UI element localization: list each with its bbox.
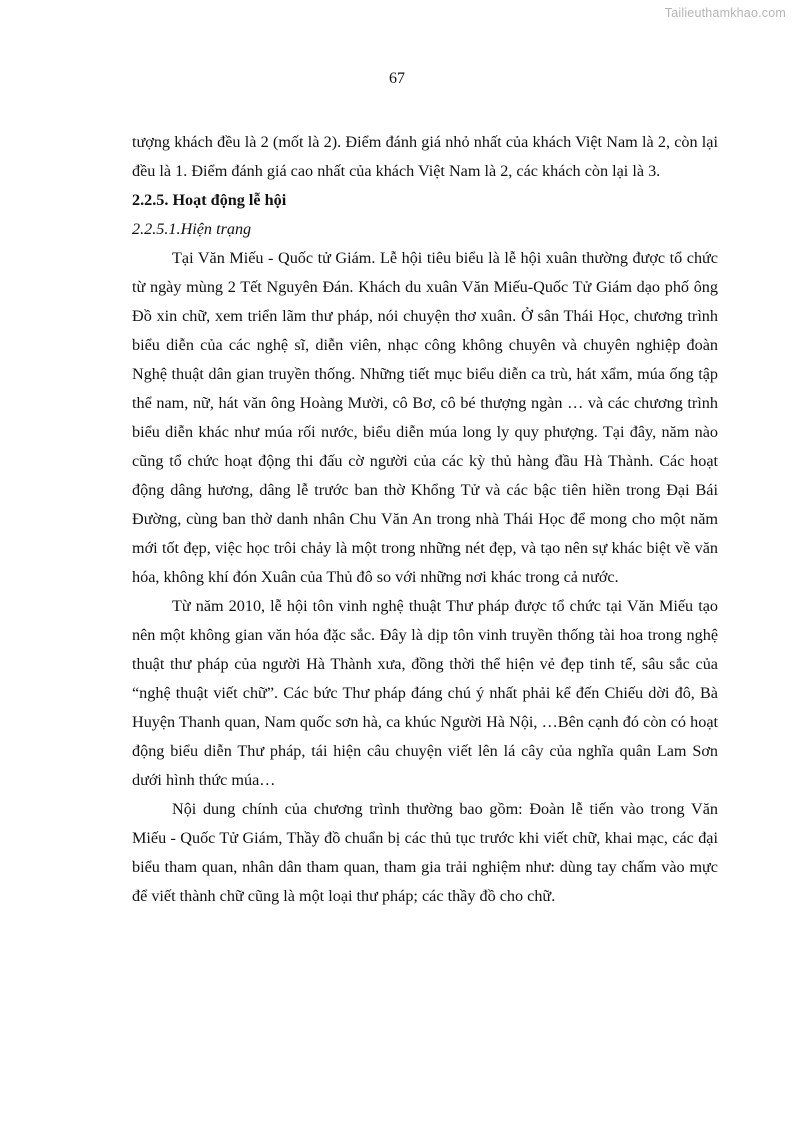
body-paragraph: Từ năm 2010, lễ hội tôn vinh nghệ thuật Thư pháp được tổ chức tại Văn Miếu tạo nên một không gian văn hóa đặc sắc. Đây là dịp tôn vinh truyền thống tài hoa trong nghệ thuật thư pháp của người Hà Thành xưa, đồng thời thể hiện vẻ đẹp tinh tế, sâu sắc của “nghệ thuật viết chữ”. Các bức Thư pháp đáng chú ý nhất phải kể đến Chiếu dời đô, Bà Huyện Thanh quan, Nam quốc sơn hà, ca khúc Người Hà Nội, …Bên cạnh đó còn có hoạt động biểu diễn Thư pháp, tái hiện câu chuyện viết lên lá cây của nghĩa quân Lam Sơn dưới hình thức múa… [132,597,718,789]
body-paragraph: Nội dung chính của chương trình thường bao gồm: Đoàn lễ tiến vào trong Văn Miếu - Quốc Tử Giám, Thầy đồ chuẩn bị các thủ tục trước khi viết chữ, khai mạc, các đại biểu tham quan, nhân dân tham quan, tham gia trải nghiệm như: dùng tay chấm vào mực để viết thành chữ cũng là một loại thư pháp; các thầy đồ cho chữ. [132,800,718,905]
subsection-heading: 2.2.5.1.Hiện trạng [132,220,252,238]
document-body [132,128,718,911]
body-paragraph: Tại Văn Miếu - Quốc tử Giám. Lễ hội tiêu biểu là lễ hội xuân thường được tổ chức từ ngày mùng 2 Tết Nguyên Đán. Khách du xuân Văn Miếu-Quốc Tử Giám dạo phố ông Đồ xin chữ, xem triển lãm thư pháp, nói chuyện thơ xuân. Ở sân Thái Học, chương trình biểu diễn của các nghệ sĩ, diễn viên, nhạc công không chuyên và chuyên nghiệp đoàn Nghệ thuật dân gian truyền thống. Những tiết mục biểu diễn ca trù, hát xẩm, múa ống tập thể nam, nữ, hát văn ông Hoàng Mười, cô Bơ, cô bé thượng ngàn … và các chương trình biểu diễn khác như múa rối nước, biểu diễn múa long ly quy phượng. Tại đây, năm nào cũng tổ chức hoạt động thi đấu cờ người của các kỳ thủ hàng đầu Hà Thành. Các hoạt động dâng hương, dâng lễ trước ban thờ Khổng Tử và các bậc tiên hiền trong Đại Bái Đường, cùng ban thờ danh nhân Chu Văn An trong nhà Thái Học để mong cho một năm mới tốt đẹp, việc học trôi chảy là một trong những nét đẹp, và tạo nên sự khác biệt về văn hóa, không khí đón Xuân của Thủ đô so với những nơi khác trong cả nước. [132,249,718,586]
page-number: 67 [389,70,405,87]
section-heading: 2.2.5. Hoạt động lễ hội [132,191,287,209]
watermark: Tailieuthamkhao.com [664,6,786,20]
intro-paragraph: tượng khách đều là 2 (mốt là 2). Điểm đánh giá nhỏ nhất của khách Việt Nam là 2, còn lại đều là 1. Điểm đánh giá cao nhất của khách Việt Nam là 2, các khách còn lại là 3. [132,133,718,180]
